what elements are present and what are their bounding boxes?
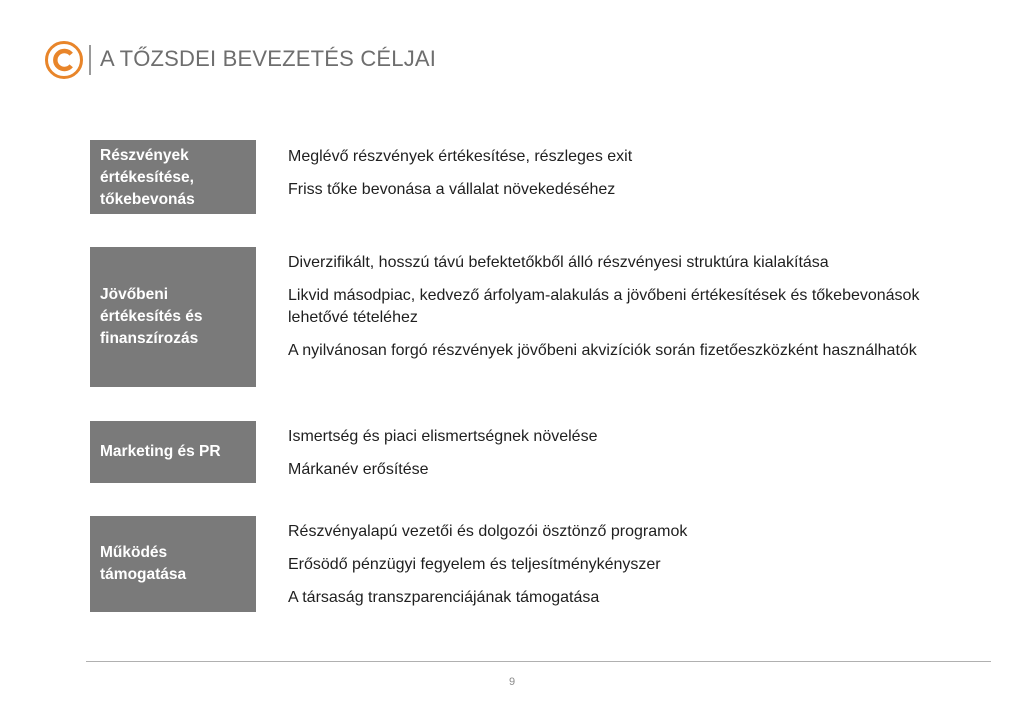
list-item: A társaság transzparenciájának támogatása	[288, 589, 600, 606]
section-label-operations-support: Működés támogatása	[90, 516, 256, 612]
page-number: 9	[508, 676, 516, 688]
list-item: Részvényalapú vezetői és dolgozói ösztönző programok	[288, 523, 688, 540]
section-items-marketing-pr	[288, 426, 928, 492]
list-item: Ismertség és piaci elismertségnek növelése	[288, 428, 598, 445]
list-item: Márkanév erősítése	[288, 461, 429, 478]
section-label-future-financing: Jövőbeni értékesítés és finanszírozás	[90, 247, 256, 387]
list-item: Meglévő részvények értékesítése, részleges exit	[288, 148, 633, 165]
footer-divider	[86, 661, 991, 662]
list-item: Likvid másodpiac, kedvező árfolyam-alakulás a jövőbeni értékesítések és tőkebevonások lehetővé tételéhez	[288, 287, 920, 326]
section-label-marketing-pr: Marketing és PR	[90, 421, 256, 483]
list-item: Friss tőke bevonása a vállalat növekedéséhez	[288, 181, 616, 198]
list-item: Diverzifikált, hosszú távú befektetőkből álló részvényesi struktúra kialakítása	[288, 254, 829, 271]
list-item: Erősödő pénzügyi fegyelem és teljesítménykényszer	[288, 556, 661, 573]
list-item: A nyilvánosan forgó részvények jövőbeni akvizíciók során fizetőeszközként használhatók	[288, 342, 917, 359]
section-items-share-sale	[288, 146, 928, 212]
circled-c-logo-icon	[44, 40, 84, 80]
section-items-operations-support	[288, 521, 928, 620]
section-items-future-financing	[288, 252, 928, 373]
section-label-share-sale: Részvények értékesítése, tőkebevonás	[90, 140, 256, 214]
page-title: A TŐZSDEI BEVEZETÉS CÉLJAI	[100, 46, 437, 71]
title-divider	[89, 45, 91, 75]
